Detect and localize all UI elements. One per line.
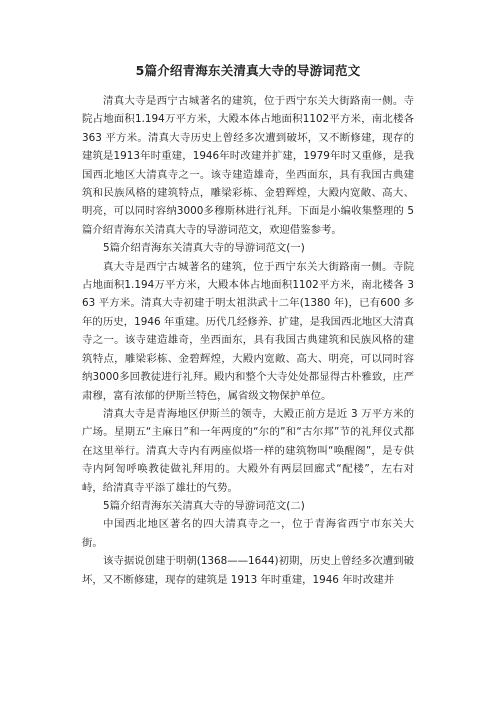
section-1-paragraph-1: 真大寺是西宁古城著名的建筑，位于西宁东关大街路南一侧。寺院占地面积1.194万平方米，大殿本体占地面积1102平方米，南北楼各 363 平方米。清真大寺初建于明太祖洪武十二年(1380 年)，已有600 多年的历史，1946 年重建。历代几经修养、扩建，是我国西北地区大清真寺之一。该寺建造雄奇，坐西面东，具有我国古典建筑和民族风格的建筑特点，雕梁彩栋、金碧辉煌，大殿内宽敞、高大、明亮，可以同时容纳3000多回教徒进行礼拜。殿内和整个大寺处处都显得古朴雅致，庄严肃穆，富有浓郁的伊斯兰特色，属省级文物保护单位。 [82,260,414,402]
section-2-heading: 5篇介绍青海东关清真大寺的导游词范文(二) [103,499,305,512]
section-2-paragraph-1: 中国西北地区著名的四大清真寺之一，位于青海省西宁市东关大街。 [82,518,414,549]
intro-paragraph: 清真大寺是西宁古城著名的建筑，位于西宁东关大街路南一侧。寺院占地面积1.194万平方米，大殿本体占地面积1102平方米，南北楼各 363 平方米。清真大寺历史上曾经多次遭到破坏，又不断修建，现存的建筑是1913年时重建，1946年时改建并扩建，1979年时又重修，是我国西北地区大清真寺之一。该寺建造雄奇，坐西面东，具有我国古典建筑和民族风格的建筑特点，雕梁彩栋、金碧辉煌，大殿内宽敞、高大、明亮，可以同时容纳3000多穆斯林进行礼拜。下面是小编收集整理的 5 篇介绍青海东关清真大寺的导游词范文，欢迎借鉴参考。 [82,95,414,236]
document-title: 5篇介绍青海东关清真大寺的导游词范文 [135,63,361,78]
section-2-paragraph-2: 该寺据说创建于明朝(1368——1644)初期，历史上曾经多次遭到破坏，又不断修建，现存的建筑是 1913 年时重建，1946 年时改建并 [82,555,414,586]
section-1-heading: 5篇介绍青海东关清真大寺的导游词范文(一) [103,242,305,255]
section-1-paragraph-2: 清真大寺是青海地区伊斯兰的领寺，大殿正前方是近 3 万平方米的广场。星期五“主麻日”和一年两度的“尔的”和“古尔邦”节的礼拜仪式都在这里举行。清真大寺内有两座似塔一样的建筑物叫“唤醒阁”，是专供寺内阿訇呼唤教徒做礼拜用的。大殿外有两层回廊式“配楼”，左右对峙，给清真寺平添了雄壮的气势。 [82,407,414,494]
